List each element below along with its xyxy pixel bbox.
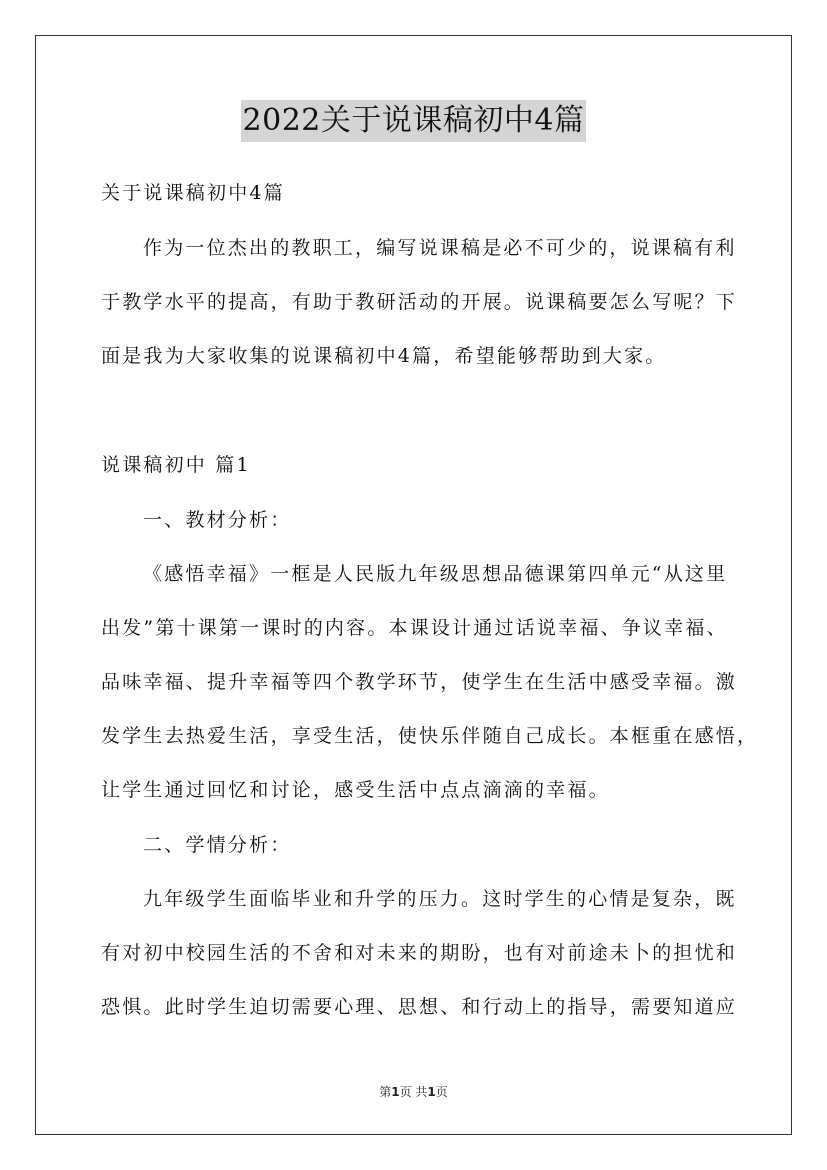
part1-line-3: 品味幸福、提升幸福等四个教学环节，使学生在生活中感受幸福。激 xyxy=(101,671,738,693)
intro-line-1: 作为一位杰出的教职工，编写说课稿是必不可少的，说课稿有利 xyxy=(143,237,737,259)
page-footer xyxy=(0,1083,827,1100)
intro-line-2: 于教学水平的提高，有助于教研活动的开展。说课稿要怎么写呢？下 xyxy=(101,291,738,313)
document-title: 2022关于说课稿初中4篇 xyxy=(241,100,587,142)
part2-heading: 二、学情分析： xyxy=(143,834,292,856)
section-heading: 说课稿初中 篇1 xyxy=(101,454,251,476)
part2-line-2: 有对初中校园生活的不舍和对未来的期盼，也有对前途未卜的担忧和 xyxy=(101,942,738,964)
subtitle: 关于说课稿初中4篇 xyxy=(101,182,285,204)
footer-suffix: 页 xyxy=(435,1085,448,1099)
part2-line-3: 恐惧。此时学生迫切需要心理、思想、和行动上的指导，需要知道应 xyxy=(101,996,738,1018)
document-title-wrap xyxy=(0,100,827,142)
footer-prefix: 第 xyxy=(379,1085,392,1099)
part1-line-4: 发学生去热爱生活，享受生活，使快乐伴随自己成长。本框重在感悟， xyxy=(101,725,759,747)
footer-mid: 页 共 xyxy=(399,1085,428,1099)
part1-line-5: 让学生通过回忆和讨论，感受生活中点点滴滴的幸福。 xyxy=(101,779,610,801)
part1-line-2: 出发”第十课第一课时的内容。本课设计通过话说幸福、争议幸福、 xyxy=(101,617,728,639)
part1-heading: 一、教材分析： xyxy=(143,509,292,531)
part1-line-1: 《感悟幸福》一框是人民版九年级思想品德课第四单元“从这里 xyxy=(143,563,728,585)
footer-page-total: 1 xyxy=(427,1085,436,1099)
part2-line-1: 九年级学生面临毕业和升学的压力。这时学生的心情是复杂，既 xyxy=(143,888,737,910)
footer-page-current: 1 xyxy=(391,1085,400,1099)
intro-line-3: 面是我为大家收集的说课稿初中4篇，希望能够帮助到大家。 xyxy=(101,345,667,367)
